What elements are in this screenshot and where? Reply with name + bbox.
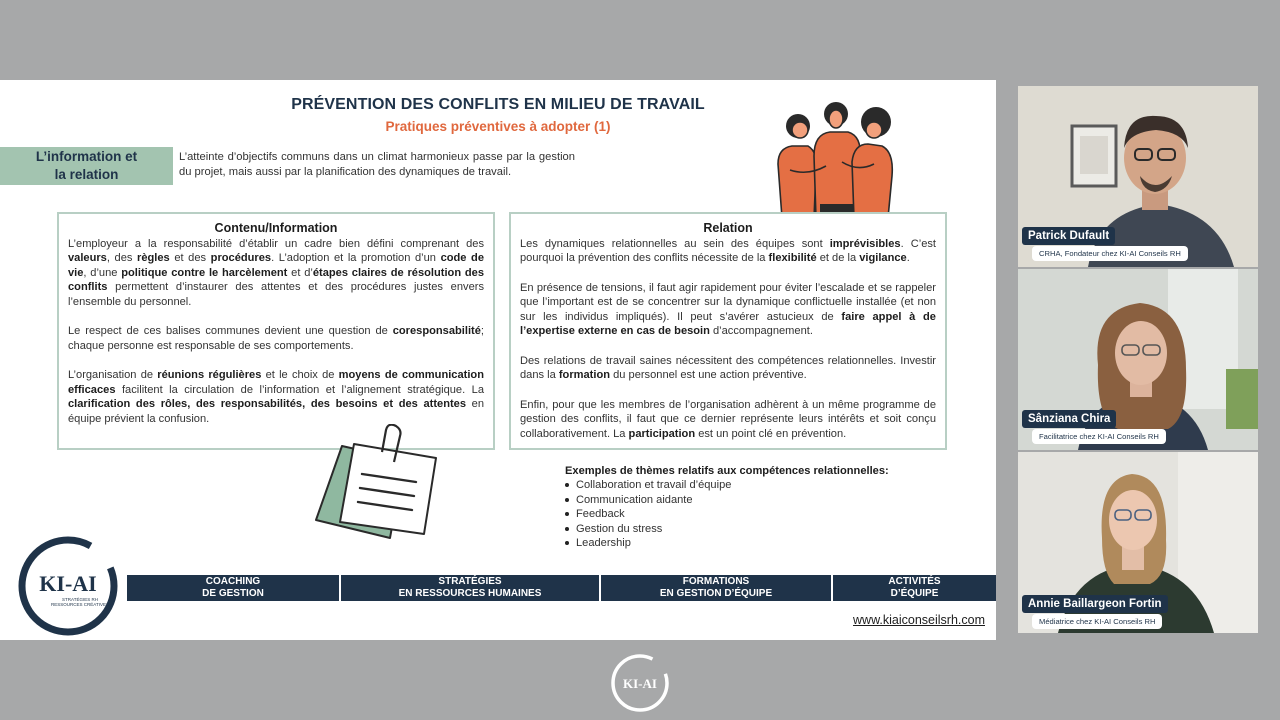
watermark-text: KI-AI bbox=[623, 676, 657, 691]
notes-illustration bbox=[312, 424, 442, 542]
section-tag-line2: la relation bbox=[54, 167, 119, 182]
slide-title: PRÉVENTION DES CONFLITS EN MILIEU DE TRAVAIL bbox=[291, 96, 705, 113]
banner-coaching: COACHING DE GESTION bbox=[127, 575, 341, 601]
relation-title: Relation bbox=[703, 221, 753, 235]
participant-name: Sânziana Chira bbox=[1022, 410, 1116, 428]
participant-video-tile[interactable] bbox=[1018, 452, 1258, 633]
contenu-title: Contenu/Information bbox=[214, 221, 338, 235]
intro-text: L’atteinte d’objectifs communs dans un climat harmonieux passe par la gestion du projet, mais aussi par la planification des dynamiques de travail. bbox=[179, 151, 575, 178]
logo-subtitle-2: RESSOURCES CRÉATIVES bbox=[51, 602, 109, 607]
watermark-logo bbox=[606, 652, 674, 714]
contenu-paragraph-1: L’employeur a la responsabilité d’établir un cadre bien défini comprenant des valeurs, des règles et des procédures. L’adoption et la promotion d’un code de vie, d’une politique contre le harcèlement et d’étapes claires de résolution des conflits permettent d’instaurer des attentes et des procédures justes envers l’ensemble du personnel. bbox=[68, 237, 485, 308]
participant-video-tile[interactable] bbox=[1018, 86, 1258, 267]
banner-strategies: STRATÉGIES EN RESSOURCES HUMAINES bbox=[341, 575, 601, 601]
theme-item: Communication aidante bbox=[565, 493, 889, 508]
section-tag-line1: L’information et bbox=[35, 149, 138, 164]
relation-paragraph-1: Les dynamiques relationnelles au sein des équipes sont imprévisibles. C’est pourquoi la prévention des conflits nécessite de la flexibilité et de la vigilance. bbox=[520, 237, 936, 264]
contenu-paragraph-3: L’organisation de réunions régulières et le choix de moyens de communication efficaces facilitent la circulation de l’information et l’alignement stratégique. La clarification des rôles, des responsabilités, des besoins et des attentes en équipe prévient la confusion. bbox=[68, 369, 485, 425]
participant-name: Annie Baillargeon Fortin bbox=[1022, 595, 1168, 613]
theme-item: Feedback bbox=[565, 507, 889, 522]
participant-role: Médiatrice chez KI-AI Conseils RH bbox=[1032, 614, 1162, 629]
logo-subtitle-1: STRATÉGIES RH bbox=[62, 597, 98, 602]
participant-name: Patrick Dufault bbox=[1022, 227, 1115, 245]
participant-video-tile[interactable] bbox=[1018, 269, 1258, 450]
logo-text: KI-AI bbox=[39, 571, 97, 596]
participant-role: CRHA, Fondateur chez KI-AI Conseils RH bbox=[1032, 246, 1188, 261]
team-illustration bbox=[768, 100, 900, 224]
themes-list bbox=[565, 465, 889, 551]
relation-box bbox=[509, 212, 947, 450]
section-tag bbox=[0, 147, 173, 185]
relation-paragraph-2: En présence de tensions, il faut agir rapidement pour éviter l’escalade et se rappeler que l’important est de se concentrer sur la dynamique conflictuelle installée (et non sur les individus impliqués). Il peut s’avérer astucieux de faire appel à de l’expertise externe en cas de besoin d’accompagnement. bbox=[520, 281, 936, 337]
slide-subtitle: Pratiques préventives à adopter (1) bbox=[385, 119, 611, 134]
theme-item: Gestion du stress bbox=[565, 522, 889, 537]
presentation-slide bbox=[0, 80, 996, 640]
banner-formations: FORMATIONS EN GESTION D’ÉQUIPE bbox=[601, 575, 833, 601]
theme-item: Collaboration et travail d’équipe bbox=[565, 478, 889, 493]
contenu-information-box bbox=[57, 212, 495, 450]
themes-title: Exemples de thèmes relatifs aux compétences relationnelles: bbox=[565, 465, 889, 477]
relation-paragraph-4: Enfin, pour que les membres de l’organisation adhèrent à un même programme de gestion des conflits, il faut que ce dernier représente leurs intérêts et soit conçu collaborativement. La participation est un point clé en prévention. bbox=[520, 398, 936, 440]
website-link[interactable]: www.kiaiconseilsrh.com bbox=[853, 613, 985, 627]
relation-paragraph-3: Des relations de travail saines nécessitent des compétences relationnelles. Investir dans la formation du personnel est une action préventive. bbox=[520, 354, 936, 381]
banner-activites: ACTIVITÉS D’ÉQUIPE bbox=[888, 576, 941, 599]
participant-role: Facilitatrice chez KI-AI Conseils RH bbox=[1032, 429, 1166, 444]
theme-item: Leadership bbox=[565, 536, 889, 551]
contenu-paragraph-2: Le respect de ces balises communes devient une question de coresponsabilité; chaque personne est responsable de ses comportements. bbox=[68, 325, 484, 352]
services-banner bbox=[127, 575, 996, 601]
kiai-logo bbox=[10, 533, 132, 639]
